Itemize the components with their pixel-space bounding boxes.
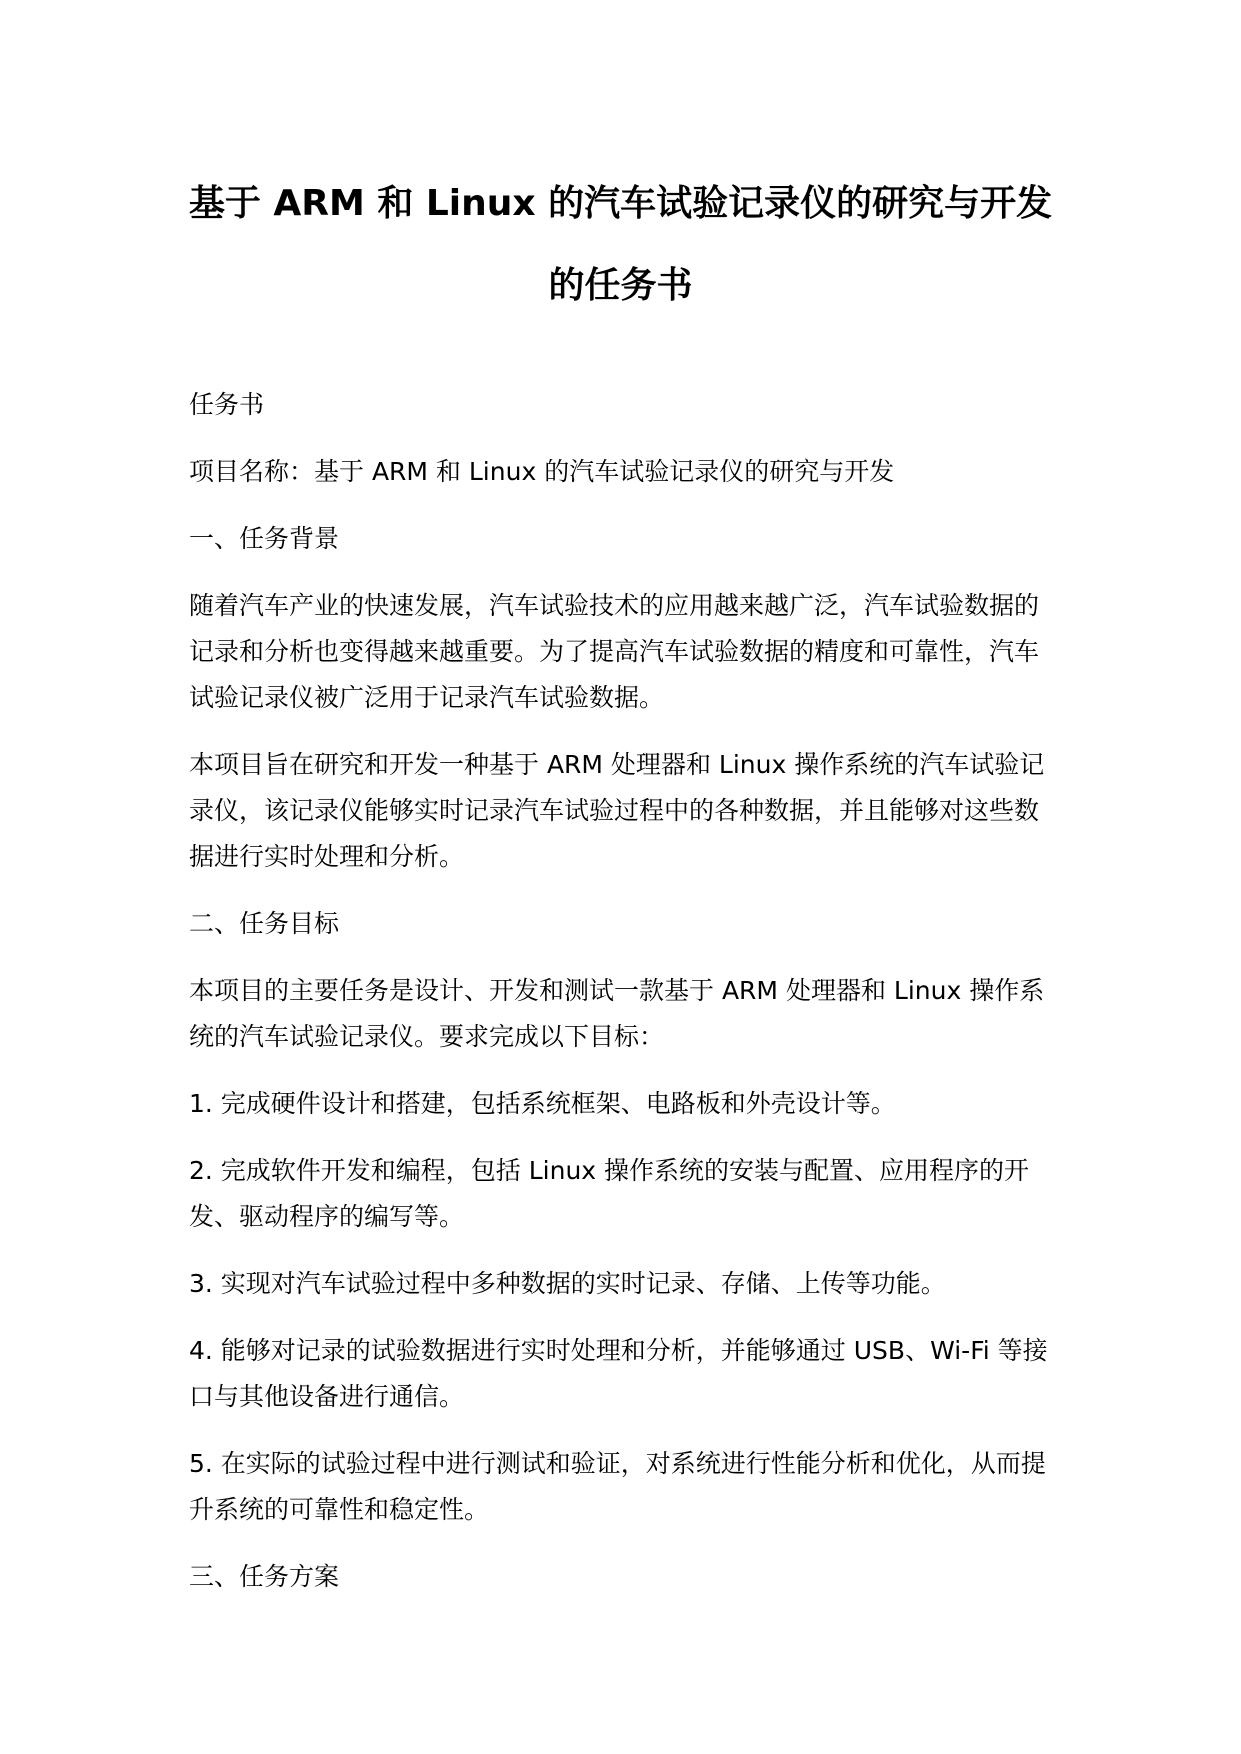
paragraph-background-2: 本项目旨在研究和开发一种基于 ARM 处理器和 Linux 操作系统的汽车试验记录仪，该记录仪能够实时记录汽车试验过程中的各种数据，并且能够对这些数据进行实时处理和分析。: [189, 750, 1045, 871]
list-item-objective-4: 4. 能够对记录的试验数据进行实时处理和分析，并能够通过 USB、Wi-Fi 等接口与其他设备进行通信。: [189, 1336, 1048, 1411]
list-item-objective-3: 3. 实现对汽车试验过程中多种数据的实时记录、存储、上传等功能。: [189, 1269, 946, 1298]
list-item-objective-5: 5. 在实际的试验过程中进行测试和验证，对系统进行性能分析和优化，从而提升系统的可靠性和稳定性。: [189, 1449, 1046, 1524]
paragraph-project-name: 项目名称：基于 ARM 和 Linux 的汽车试验记录仪的研究与开发: [189, 457, 895, 486]
section-heading-background: 一、任务背景: [189, 524, 340, 553]
paragraph-background-1: 随着汽车产业的快速发展，汽车试验技术的应用越来越广泛，汽车试验数据的记录和分析也变得越来越重要。为了提高汽车试验数据的精度和可靠性，汽车试验记录仪被广泛用于记录汽车试验数据。: [189, 591, 1040, 712]
paragraph-objectives-intro: 本项目的主要任务是设计、开发和测试一款基于 ARM 处理器和 Linux 操作系统的汽车试验记录仪。要求完成以下目标：: [189, 976, 1045, 1051]
section-heading-objectives: 二、任务目标: [189, 909, 340, 938]
list-item-objective-1: 1. 完成硬件设计和搭建，包括系统框架、电路板和外壳设计等。: [189, 1089, 896, 1118]
document-title-line-2: 的任务书: [548, 265, 693, 306]
paragraph-doc-type: 任务书: [189, 390, 265, 419]
document-body: [189, 382, 1049, 1621]
document-title-line-1: 基于 ARM 和 Linux 的汽车试验记录仪的研究与开发: [188, 183, 1053, 224]
list-item-objective-2: 2. 完成软件开发和编程，包括 Linux 操作系统的安装与配置、应用程序的开发、驱动程序的编写等。: [189, 1156, 1030, 1231]
section-heading-plan: 三、任务方案: [189, 1562, 340, 1591]
